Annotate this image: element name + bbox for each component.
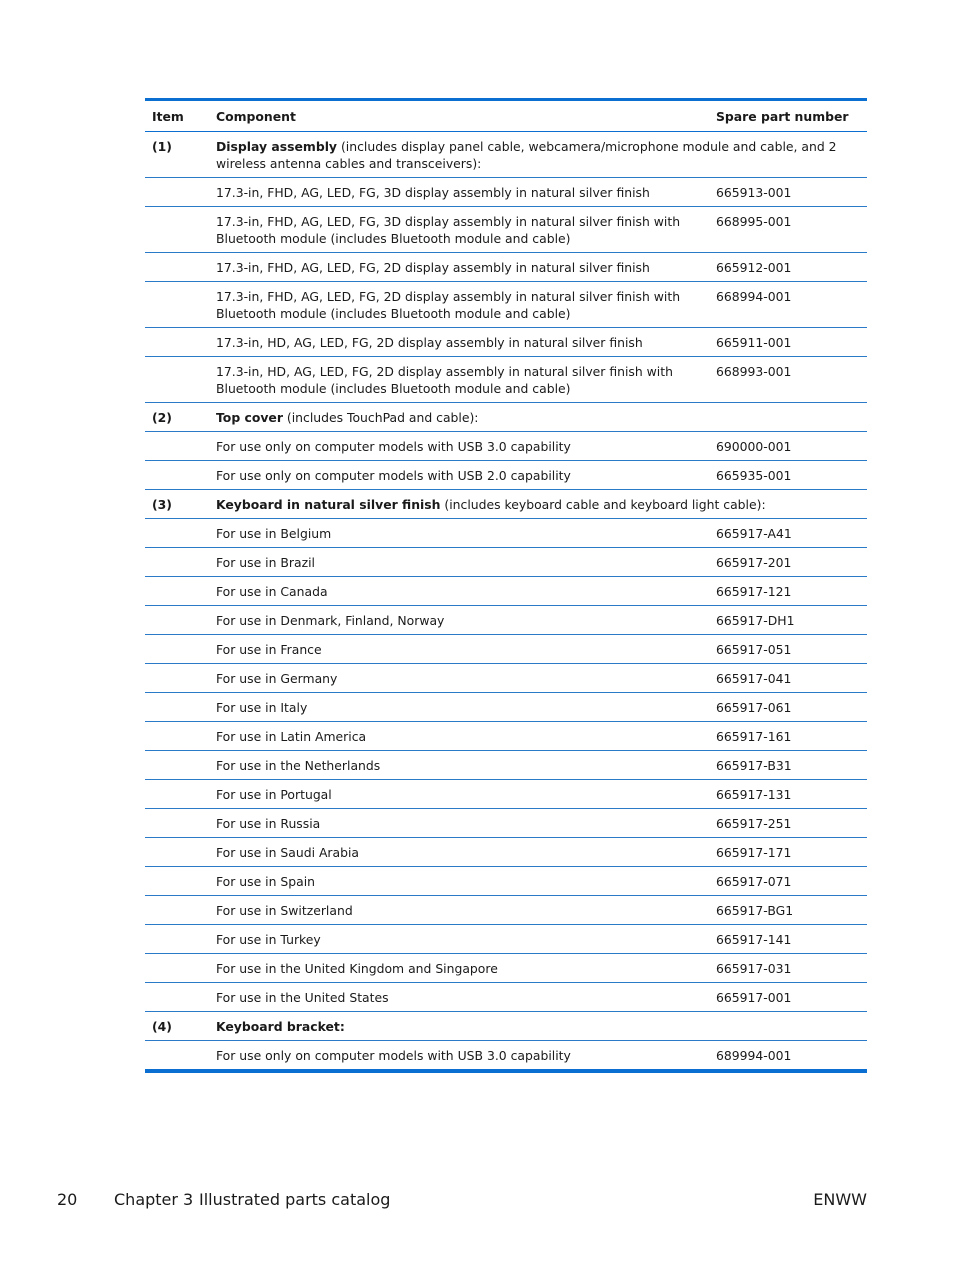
component-description: For use in Germany	[216, 671, 338, 686]
table-row	[145, 780, 867, 809]
spare-part-number: 690000-001	[716, 439, 792, 454]
table-row	[145, 207, 867, 253]
table-row	[145, 519, 867, 548]
component-cell	[209, 357, 709, 403]
item-cell	[145, 1041, 209, 1072]
header-component: Component	[216, 108, 296, 124]
component-cell	[209, 780, 709, 809]
table-row	[145, 577, 867, 606]
component-description: 17.3-in, HD, AG, LED, FG, 2D display assembly in natural silver finish with Bluetooth module (includes Bluetooth module and cable)	[216, 364, 673, 396]
table-header	[145, 100, 867, 132]
table-row	[145, 954, 867, 983]
component-cell	[209, 328, 709, 357]
item-cell	[145, 954, 209, 983]
component-cell	[209, 693, 709, 722]
item-cell	[145, 867, 209, 896]
spare-part-number: 665913-001	[716, 185, 792, 200]
spare-part-number: 668993-001	[716, 364, 792, 379]
component-cell	[209, 432, 709, 461]
component-cell	[209, 838, 709, 867]
table-row	[145, 548, 867, 577]
category-title: Display assembly	[216, 139, 338, 154]
item-cell	[145, 722, 209, 751]
table-row	[145, 357, 867, 403]
component-cell	[209, 132, 867, 178]
component-description: 17.3-in, FHD, AG, LED, FG, 3D display assembly in natural silver finish with Bluetooth module (includes Bluetooth module and cable)	[216, 214, 681, 246]
component-description: For use in Saudi Arabia	[216, 845, 360, 860]
item-cell	[145, 577, 209, 606]
category-row	[145, 403, 867, 432]
table-row	[145, 432, 867, 461]
table-row	[145, 178, 867, 207]
category-title: Keyboard in natural silver finish	[216, 497, 441, 512]
component-cell	[209, 207, 709, 253]
spare-part-number: 665917-051	[716, 642, 792, 657]
component-description: For use only on computer models with USB 2.0 capability	[216, 468, 571, 483]
item-cell: (3)	[152, 497, 172, 512]
spare-part-number: 665917-001	[716, 990, 792, 1005]
table-row	[145, 282, 867, 328]
spare-part-number: 665911-001	[716, 335, 792, 350]
item-cell	[145, 461, 209, 490]
header-item: Item	[152, 108, 184, 124]
table-row	[145, 664, 867, 693]
component-description: For use only on computer models with USB 3.0 capability	[216, 1048, 571, 1063]
spare-part-number: 665917-251	[716, 816, 792, 831]
component-description: For use in Belgium	[216, 526, 332, 541]
component-description: For use in Switzerland	[216, 903, 353, 918]
component-description: For use in Italy	[216, 700, 308, 715]
item-cell	[145, 635, 209, 664]
component-description: For use in Spain	[216, 874, 316, 889]
table-row	[145, 751, 867, 780]
component-cell	[209, 954, 709, 983]
component-cell	[209, 1012, 867, 1041]
item-cell	[145, 328, 209, 357]
item-cell	[145, 519, 209, 548]
component-description: For use in the Netherlands	[216, 758, 381, 773]
spare-part-number: 665917-171	[716, 845, 792, 860]
chapter-title: Illustrated parts catalog	[199, 1190, 391, 1209]
header-row	[145, 100, 867, 132]
item-cell	[145, 751, 209, 780]
item-cell	[145, 178, 209, 207]
component-cell	[209, 722, 709, 751]
item-cell	[145, 282, 209, 328]
component-cell	[209, 577, 709, 606]
component-cell	[209, 461, 709, 490]
spare-part-number: 665917-041	[716, 671, 792, 686]
chapter-label: Chapter 3	[114, 1190, 194, 1209]
component-cell	[209, 606, 709, 635]
category-description: (includes keyboard cable and keyboard light cable):	[440, 497, 766, 512]
table-row	[145, 461, 867, 490]
table-row	[145, 867, 867, 896]
table-row	[145, 896, 867, 925]
component-description: 17.3-in, FHD, AG, LED, FG, 2D display assembly in natural silver finish	[216, 260, 650, 275]
item-cell	[145, 780, 209, 809]
spare-part-number: 665917-201	[716, 555, 792, 570]
table-row	[145, 693, 867, 722]
page-number: 20	[57, 1190, 78, 1209]
spare-part-number: 665917-121	[716, 584, 792, 599]
spare-part-number: 689994-001	[716, 1048, 792, 1063]
item-cell	[145, 606, 209, 635]
component-description: For use in Turkey	[216, 932, 321, 947]
component-cell	[209, 403, 867, 432]
component-cell	[209, 664, 709, 693]
item-cell: (2)	[152, 410, 172, 425]
table-row	[145, 1041, 867, 1072]
category-description: (includes TouchPad and cable):	[282, 410, 479, 425]
category-description: (includes display panel cable, webcamera/microphone module and cable, and 2 wireless antenna cables and transceivers):	[216, 139, 837, 171]
component-description: For use in Denmark, Finland, Norway	[216, 613, 445, 628]
component-cell	[209, 548, 709, 577]
spare-part-number: 665917-131	[716, 787, 792, 802]
item-cell	[145, 432, 209, 461]
category-row	[145, 1012, 867, 1041]
item-cell	[145, 357, 209, 403]
component-description: For use only on computer models with USB 3.0 capability	[216, 439, 571, 454]
table-row	[145, 606, 867, 635]
spare-part-number: 665935-001	[716, 468, 792, 483]
component-cell	[209, 1041, 709, 1072]
table-row	[145, 635, 867, 664]
table-row	[145, 722, 867, 751]
spare-part-number: 665917-071	[716, 874, 792, 889]
component-description: 17.3-in, HD, AG, LED, FG, 2D display assembly in natural silver finish	[216, 335, 643, 350]
component-description: For use in Russia	[216, 816, 321, 831]
component-cell	[209, 178, 709, 207]
item-cell	[145, 548, 209, 577]
item-cell: (4)	[152, 1019, 172, 1034]
item-cell	[145, 809, 209, 838]
item-cell	[145, 925, 209, 954]
item-cell	[145, 207, 209, 253]
parts-table	[145, 98, 867, 1073]
spare-part-number: 668995-001	[716, 214, 792, 229]
table-row	[145, 838, 867, 867]
item-cell: (1)	[152, 139, 172, 154]
item-cell	[145, 693, 209, 722]
component-description: For use in France	[216, 642, 322, 657]
component-description: For use in Canada	[216, 584, 328, 599]
spare-part-number: 668994-001	[716, 289, 792, 304]
component-description: 17.3-in, FHD, AG, LED, FG, 3D display assembly in natural silver finish	[216, 185, 650, 200]
category-title: Top cover	[216, 410, 283, 425]
component-cell	[209, 490, 867, 519]
spare-part-number: 665912-001	[716, 260, 792, 275]
component-cell	[209, 519, 709, 548]
item-cell	[145, 253, 209, 282]
component-description: For use in the United States	[216, 990, 389, 1005]
component-cell	[209, 867, 709, 896]
component-description: For use in Brazil	[216, 555, 315, 570]
component-description: 17.3-in, FHD, AG, LED, FG, 2D display assembly in natural silver finish with Bluetooth module (includes Bluetooth module and cable)	[216, 289, 681, 321]
component-cell	[209, 896, 709, 925]
component-cell	[209, 751, 709, 780]
component-cell	[209, 983, 709, 1012]
component-cell	[209, 635, 709, 664]
spare-part-number: 665917-B31	[716, 758, 792, 773]
item-cell	[145, 664, 209, 693]
spare-part-number: 665917-BG1	[716, 903, 794, 918]
category-title: Keyboard bracket:	[216, 1019, 345, 1034]
table-row	[145, 328, 867, 357]
component-description: For use in Latin America	[216, 729, 367, 744]
item-cell	[145, 838, 209, 867]
spare-part-number: 665917-161	[716, 729, 792, 744]
spare-part-number: 665917-141	[716, 932, 792, 947]
category-row	[145, 132, 867, 178]
component-cell	[209, 925, 709, 954]
table-body	[145, 132, 867, 1072]
item-cell	[145, 896, 209, 925]
item-cell	[145, 983, 209, 1012]
component-cell	[209, 282, 709, 328]
category-row	[145, 490, 867, 519]
table-row	[145, 253, 867, 282]
table-row	[145, 983, 867, 1012]
component-description: For use in Portugal	[216, 787, 332, 802]
component-description: For use in the United Kingdom and Singapore	[216, 961, 498, 976]
table-row	[145, 809, 867, 838]
table-row	[145, 925, 867, 954]
document-id: ENWW	[813, 1190, 867, 1209]
spare-part-number: 665917-A41	[716, 526, 792, 541]
component-cell	[209, 809, 709, 838]
spare-part-number: 665917-DH1	[716, 613, 795, 628]
component-cell	[209, 253, 709, 282]
spare-part-number: 665917-061	[716, 700, 792, 715]
header-spare-part-number: Spare part number	[716, 108, 849, 124]
spare-part-number: 665917-031	[716, 961, 792, 976]
